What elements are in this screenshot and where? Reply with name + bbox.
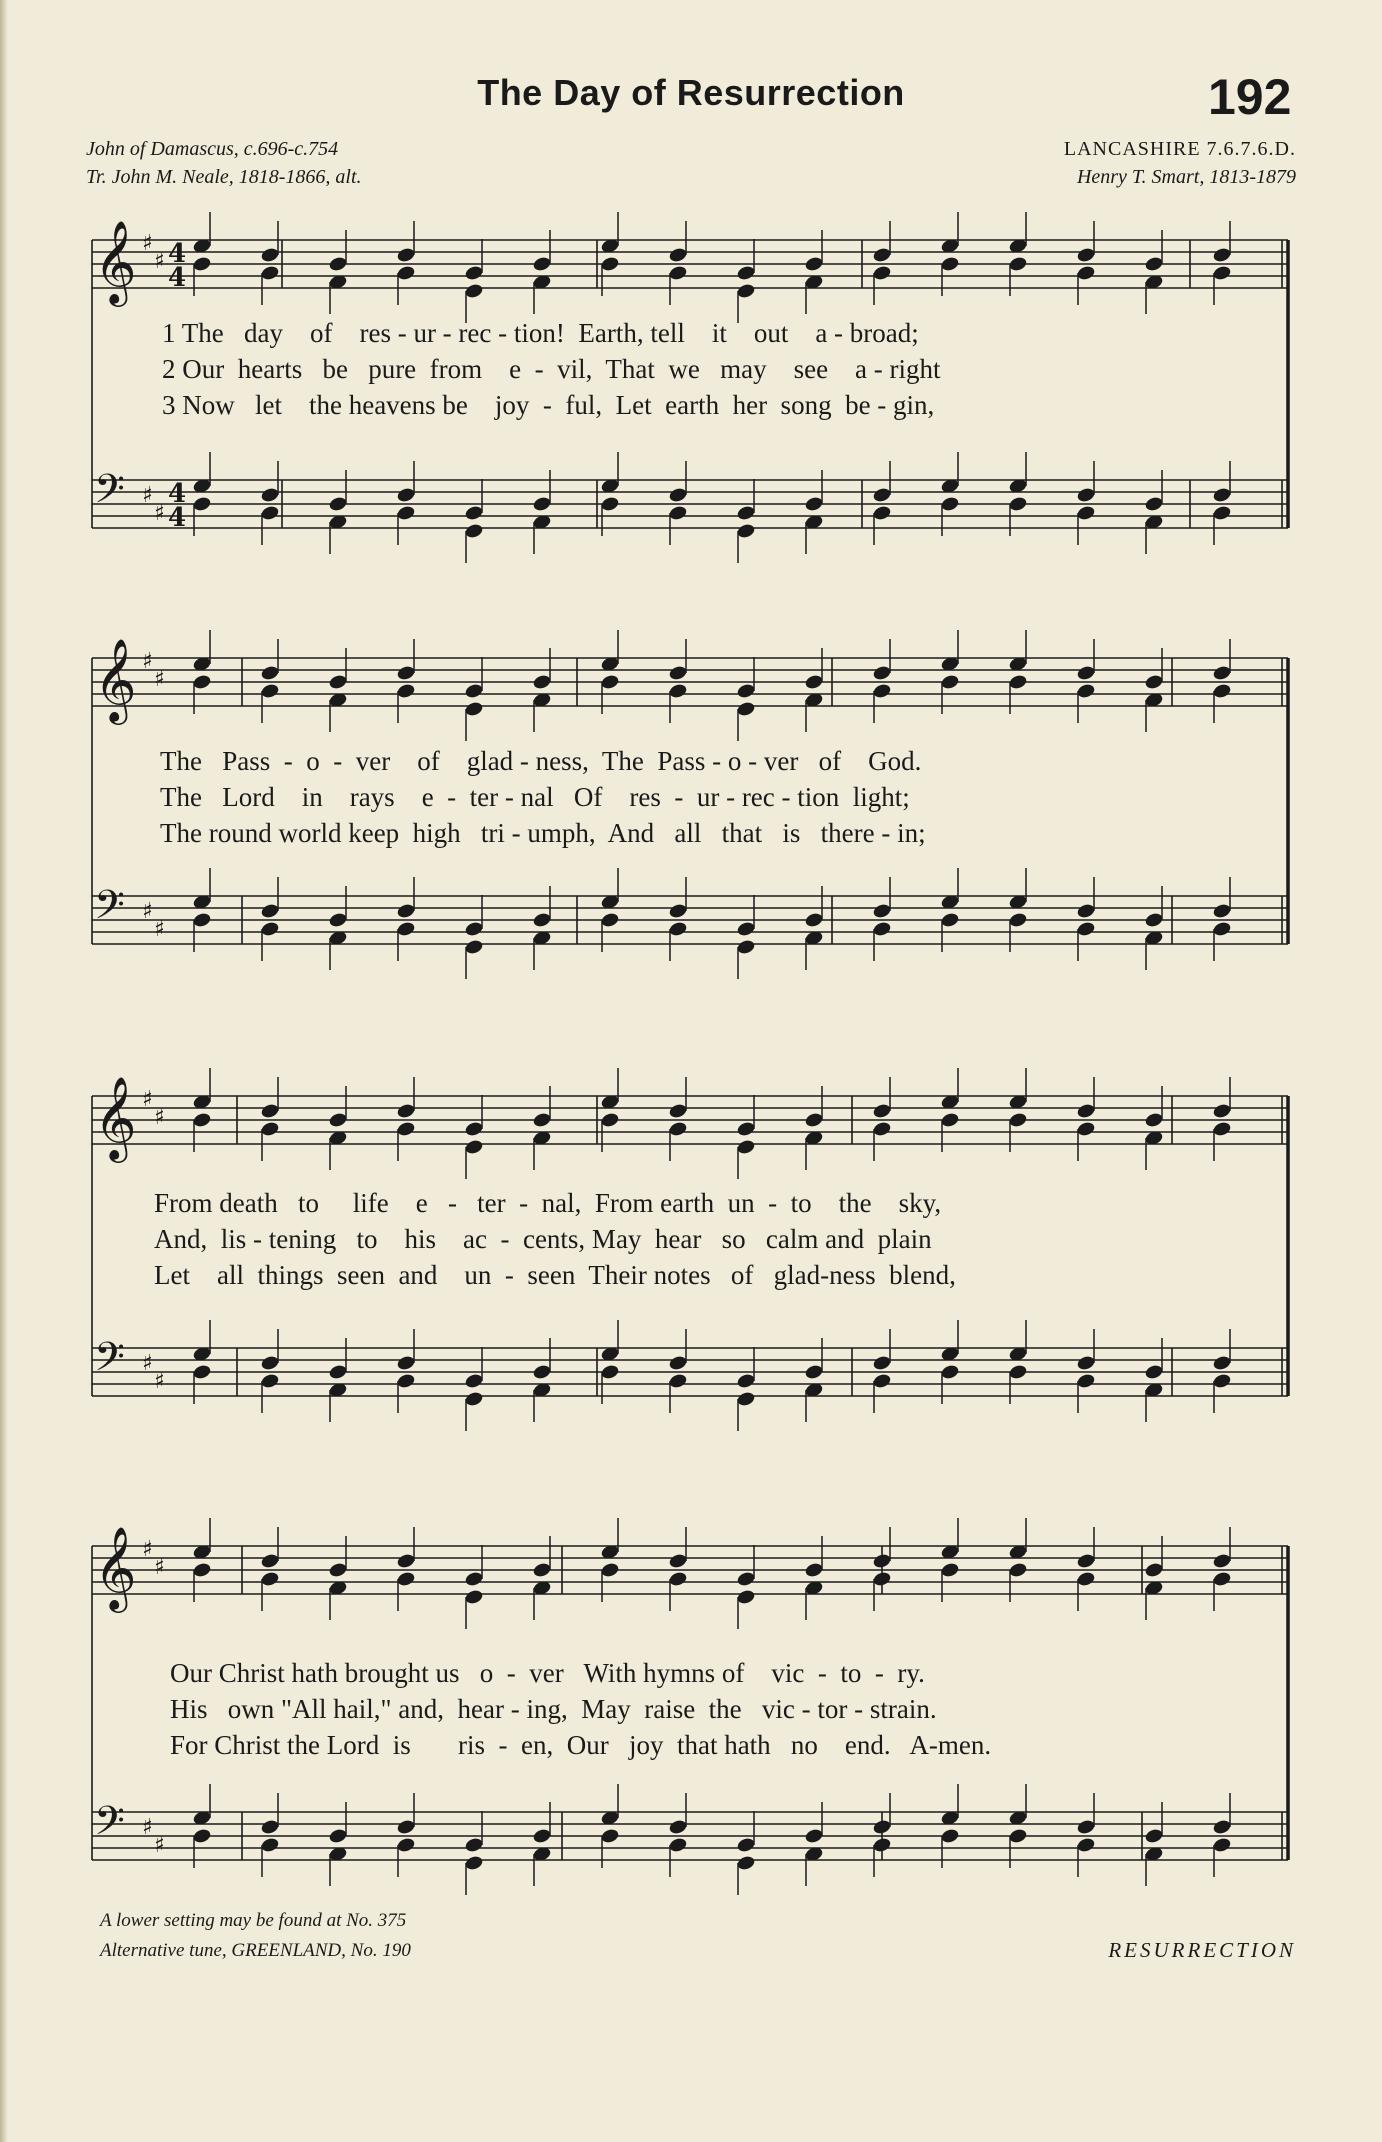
key-signature-sharp-icon: ♯ — [154, 667, 165, 692]
notehead — [396, 1818, 416, 1835]
notehead — [1076, 920, 1096, 937]
notehead — [1212, 920, 1232, 937]
music-system-1 — [92, 200, 1294, 580]
bass-clef-icon: 𝄢 — [94, 466, 125, 522]
notehead — [940, 1561, 960, 1578]
notehead — [328, 1111, 348, 1128]
notehead — [1144, 673, 1164, 690]
notehead — [1076, 1102, 1096, 1119]
notehead — [1076, 1836, 1096, 1853]
notehead — [532, 1561, 552, 1578]
footnote-lower-setting: A lower setting may be found at No. 375 — [100, 1910, 407, 1931]
notehead — [872, 1836, 892, 1853]
notehead — [668, 664, 688, 681]
key-signature-sharp-icon: ♯ — [142, 1537, 153, 1562]
notehead — [1212, 1552, 1232, 1569]
notehead — [260, 1102, 280, 1119]
notehead — [1008, 1111, 1028, 1128]
notehead — [396, 664, 416, 681]
notehead — [736, 1854, 756, 1871]
music-system-4 — [92, 1512, 1294, 1912]
notehead — [464, 264, 484, 281]
notehead — [1008, 1363, 1028, 1380]
notehead — [872, 246, 892, 263]
key-signature-sharp-icon: ♯ — [154, 249, 165, 274]
key-signature-sharp-icon: ♯ — [154, 1105, 165, 1130]
notehead — [668, 1372, 688, 1389]
notehead — [736, 682, 756, 699]
key-signature-sharp-icon: ♯ — [142, 899, 153, 924]
bass-clef-icon: 𝄢 — [94, 882, 125, 938]
bass-clef-icon: 𝄢 — [94, 1798, 125, 1854]
notehead — [736, 522, 756, 539]
key-signature-sharp-icon: ♯ — [142, 1087, 153, 1112]
notehead — [192, 1363, 212, 1380]
notehead — [1212, 1372, 1232, 1389]
notehead — [804, 911, 824, 928]
notehead — [1144, 495, 1164, 512]
notehead — [1212, 1818, 1232, 1835]
notehead — [192, 255, 212, 272]
notehead — [532, 673, 552, 690]
notehead — [1212, 1102, 1232, 1119]
notehead — [396, 1552, 416, 1569]
time-signature-numerator: 4 — [168, 479, 187, 509]
translator: Tr. John M. Neale, 1818-1866, alt. — [86, 166, 362, 188]
notehead — [396, 1372, 416, 1389]
notehead — [464, 504, 484, 521]
notehead — [532, 255, 552, 272]
notehead — [260, 682, 280, 699]
notehead — [668, 264, 688, 281]
notehead — [1008, 495, 1028, 512]
key-signature-sharp-icon: ♯ — [154, 1833, 165, 1858]
time-signature-denominator: 4 — [168, 263, 187, 293]
notehead — [668, 1836, 688, 1853]
lyric-line-verse-2: His own "All hail," and, hear - ing, May raise the vic - tor - strain. — [170, 1694, 937, 1724]
notehead — [1076, 664, 1096, 681]
notehead — [1008, 1561, 1028, 1578]
notehead — [872, 664, 892, 681]
notehead — [600, 1827, 620, 1844]
notehead — [1212, 664, 1232, 681]
notehead — [940, 1363, 960, 1380]
notehead — [668, 920, 688, 937]
notehead — [668, 486, 688, 503]
treble-clef-icon: 𝄞 — [94, 637, 137, 721]
treble-clef-icon: 𝄞 — [94, 1075, 137, 1159]
lyric-line-verse-1: 1 The day of res - ur - rec - tion! Earth, tell it out a - broad; — [162, 318, 919, 348]
notehead — [1212, 1836, 1232, 1853]
notehead — [736, 1570, 756, 1587]
notehead — [1144, 1363, 1164, 1380]
notehead — [1076, 1354, 1096, 1371]
notehead — [260, 1836, 280, 1853]
notehead — [260, 1818, 280, 1835]
hymn-category: RESURRECTION — [1108, 1938, 1296, 1962]
notehead — [396, 264, 416, 281]
lyric-line-verse-2: The Lord in rays e - ter - nal Of res - ur - rec - tion light; — [160, 782, 910, 812]
notehead — [1212, 1120, 1232, 1137]
notehead — [872, 1552, 892, 1569]
notehead — [1076, 1120, 1096, 1137]
notehead — [668, 902, 688, 919]
notehead — [532, 495, 552, 512]
notehead — [464, 1570, 484, 1587]
music-system-3 — [92, 1058, 1294, 1448]
composer: Henry T. Smart, 1813-1879 — [1076, 166, 1296, 188]
notehead — [192, 673, 212, 690]
notehead — [396, 246, 416, 263]
notehead — [872, 682, 892, 699]
notehead — [872, 1102, 892, 1119]
notehead — [328, 495, 348, 512]
notehead — [940, 495, 960, 512]
time-signature-numerator: 4 — [168, 239, 187, 269]
notehead — [1144, 1111, 1164, 1128]
notehead — [260, 1120, 280, 1137]
notehead — [260, 504, 280, 521]
lyric-line-verse-3: Let all things seen and un - seen Their notes of glad-ness blend, — [154, 1260, 956, 1290]
binding-edge — [0, 0, 8, 2142]
notehead — [396, 1836, 416, 1853]
notehead — [464, 1390, 484, 1407]
notehead — [804, 1827, 824, 1844]
notehead — [1076, 1552, 1096, 1569]
notehead — [804, 1363, 824, 1380]
notehead — [1144, 255, 1164, 272]
notehead — [804, 1561, 824, 1578]
notehead — [872, 264, 892, 281]
notehead — [736, 282, 756, 299]
notehead — [532, 911, 552, 928]
notehead — [464, 282, 484, 299]
notehead — [736, 700, 756, 717]
notehead — [464, 1372, 484, 1389]
notehead — [532, 1827, 552, 1844]
notehead — [600, 1111, 620, 1128]
key-signature-sharp-icon: ♯ — [142, 231, 153, 256]
notehead — [940, 673, 960, 690]
notehead — [1144, 911, 1164, 928]
notehead — [1212, 264, 1232, 281]
notehead — [872, 920, 892, 937]
notehead — [1212, 682, 1232, 699]
notehead — [736, 264, 756, 281]
notehead — [736, 920, 756, 937]
notehead — [396, 504, 416, 521]
notehead — [736, 1836, 756, 1853]
notehead — [328, 673, 348, 690]
notehead — [1008, 911, 1028, 928]
notehead — [872, 1570, 892, 1587]
notehead — [464, 522, 484, 539]
treble-clef-icon: 𝄞 — [94, 219, 137, 303]
key-signature-sharp-icon: ♯ — [154, 1555, 165, 1580]
notehead — [668, 504, 688, 521]
notehead — [1076, 246, 1096, 263]
notehead — [260, 664, 280, 681]
notehead — [396, 1354, 416, 1371]
notehead — [872, 504, 892, 521]
notehead — [192, 911, 212, 928]
key-signature-sharp-icon: ♯ — [142, 649, 153, 674]
notehead — [1076, 504, 1096, 521]
notehead — [1076, 264, 1096, 281]
notehead — [736, 1390, 756, 1407]
notehead — [260, 246, 280, 263]
notehead — [1212, 504, 1232, 521]
notehead — [804, 673, 824, 690]
tune-name: LANCASHIRE 7.6.7.6.D. — [1063, 138, 1296, 160]
bass-clef-icon: 𝄢 — [94, 1334, 125, 1390]
notehead — [396, 1570, 416, 1587]
notehead — [1212, 246, 1232, 263]
notehead — [464, 1854, 484, 1871]
music-system-2 — [92, 628, 1294, 1008]
treble-clef-icon: 𝄞 — [94, 1525, 137, 1609]
hymn-number: 192 — [1208, 69, 1292, 125]
lyric-line-verse-3: For Christ the Lord is ris - en, Our joy that hath no end. A-men. — [170, 1730, 992, 1760]
lyric-line-verse-1: From death to life e - ter - nal, From earth un - to the sky, — [154, 1188, 942, 1218]
notehead — [1076, 682, 1096, 699]
notehead — [396, 682, 416, 699]
notehead — [872, 1120, 892, 1137]
notehead — [192, 495, 212, 512]
notehead — [464, 1138, 484, 1155]
notehead — [668, 1102, 688, 1119]
notehead — [192, 1561, 212, 1578]
notehead — [396, 1120, 416, 1137]
notehead — [328, 1363, 348, 1380]
notehead — [940, 911, 960, 928]
lyric-line-verse-2: And, lis - tening to his ac - cents, May hear so calm and plain — [154, 1224, 932, 1254]
notehead — [396, 920, 416, 937]
notehead — [1212, 902, 1232, 919]
notehead — [464, 1120, 484, 1137]
notehead — [192, 1111, 212, 1128]
notehead — [736, 1588, 756, 1605]
lyric-line-verse-1: The Pass - o - ver of glad - ness, The Pass - o - ver of God. — [160, 746, 922, 776]
notehead — [668, 1818, 688, 1835]
notehead — [600, 911, 620, 928]
lyric-line-verse-2: 2 Our hearts be pure from e - vil, That we may see a - right — [162, 354, 941, 384]
notehead — [260, 902, 280, 919]
notehead — [260, 486, 280, 503]
notehead — [668, 246, 688, 263]
notehead — [260, 1552, 280, 1569]
notehead — [668, 1570, 688, 1587]
notehead — [260, 1372, 280, 1389]
notehead — [804, 255, 824, 272]
notehead — [736, 1138, 756, 1155]
notehead — [464, 700, 484, 717]
notehead — [1076, 1570, 1096, 1587]
notehead — [872, 1818, 892, 1835]
notehead — [1212, 1354, 1232, 1371]
notehead — [396, 1102, 416, 1119]
notehead — [1008, 255, 1028, 272]
notehead — [600, 673, 620, 690]
notehead — [464, 1836, 484, 1853]
notehead — [940, 1827, 960, 1844]
time-signature-denominator: 4 — [168, 503, 187, 533]
key-signature-sharp-icon: ♯ — [154, 917, 165, 942]
notehead — [668, 1552, 688, 1569]
notehead — [736, 1372, 756, 1389]
notehead — [668, 682, 688, 699]
key-signature-sharp-icon: ♯ — [142, 1815, 153, 1840]
notehead — [940, 255, 960, 272]
notehead — [328, 911, 348, 928]
notehead — [532, 1363, 552, 1380]
notehead — [872, 1354, 892, 1371]
notehead — [464, 938, 484, 955]
notehead — [736, 1120, 756, 1137]
words-author: John of Damascus, c.696-c.754 — [86, 138, 339, 160]
notehead — [668, 1120, 688, 1137]
notehead — [396, 486, 416, 503]
notehead — [464, 920, 484, 937]
notehead — [1076, 1818, 1096, 1835]
notehead — [872, 486, 892, 503]
hymn-title: The Day of Resurrection — [477, 72, 905, 113]
key-signature-sharp-icon: ♯ — [142, 1351, 153, 1376]
notehead — [1008, 673, 1028, 690]
notehead — [804, 495, 824, 512]
notehead — [1076, 486, 1096, 503]
notehead — [260, 920, 280, 937]
footnote-alternative-tune: Alternative tune, GREENLAND, No. 190 — [100, 1940, 411, 1961]
lyric-line-verse-3: 3 Now let the heavens be joy - ful, Let earth her song be - gin, — [162, 390, 935, 420]
notehead — [736, 504, 756, 521]
key-signature-sharp-icon: ♯ — [142, 483, 153, 508]
notehead — [940, 1111, 960, 1128]
notehead — [1008, 1827, 1028, 1844]
notehead — [1076, 902, 1096, 919]
notehead — [464, 682, 484, 699]
notehead — [396, 902, 416, 919]
notehead — [328, 1561, 348, 1578]
notehead — [464, 1588, 484, 1605]
notehead — [260, 264, 280, 281]
notehead — [1144, 1827, 1164, 1844]
notehead — [668, 1354, 688, 1371]
lyric-line-verse-3: The round world keep high tri - umph, And all that is there - in; — [160, 818, 926, 848]
notehead — [600, 1363, 620, 1380]
notehead — [1144, 1561, 1164, 1578]
notehead — [260, 1354, 280, 1371]
notehead — [1212, 1570, 1232, 1587]
notehead — [872, 1372, 892, 1389]
notehead — [328, 255, 348, 272]
notehead — [736, 938, 756, 955]
notehead — [600, 255, 620, 272]
notehead — [1212, 486, 1232, 503]
notehead — [532, 1111, 552, 1128]
notehead — [804, 1111, 824, 1128]
key-signature-sharp-icon: ♯ — [154, 1369, 165, 1394]
notehead — [600, 495, 620, 512]
lyric-line-verse-1: Our Christ hath brought us o - ver With hymns of vic - to - ry. — [170, 1658, 925, 1688]
key-signature-sharp-icon: ♯ — [154, 501, 165, 526]
notehead — [260, 1570, 280, 1587]
notehead — [872, 902, 892, 919]
notehead — [600, 1561, 620, 1578]
notehead — [1076, 1372, 1096, 1389]
notehead — [328, 1827, 348, 1844]
notehead — [192, 1827, 212, 1844]
